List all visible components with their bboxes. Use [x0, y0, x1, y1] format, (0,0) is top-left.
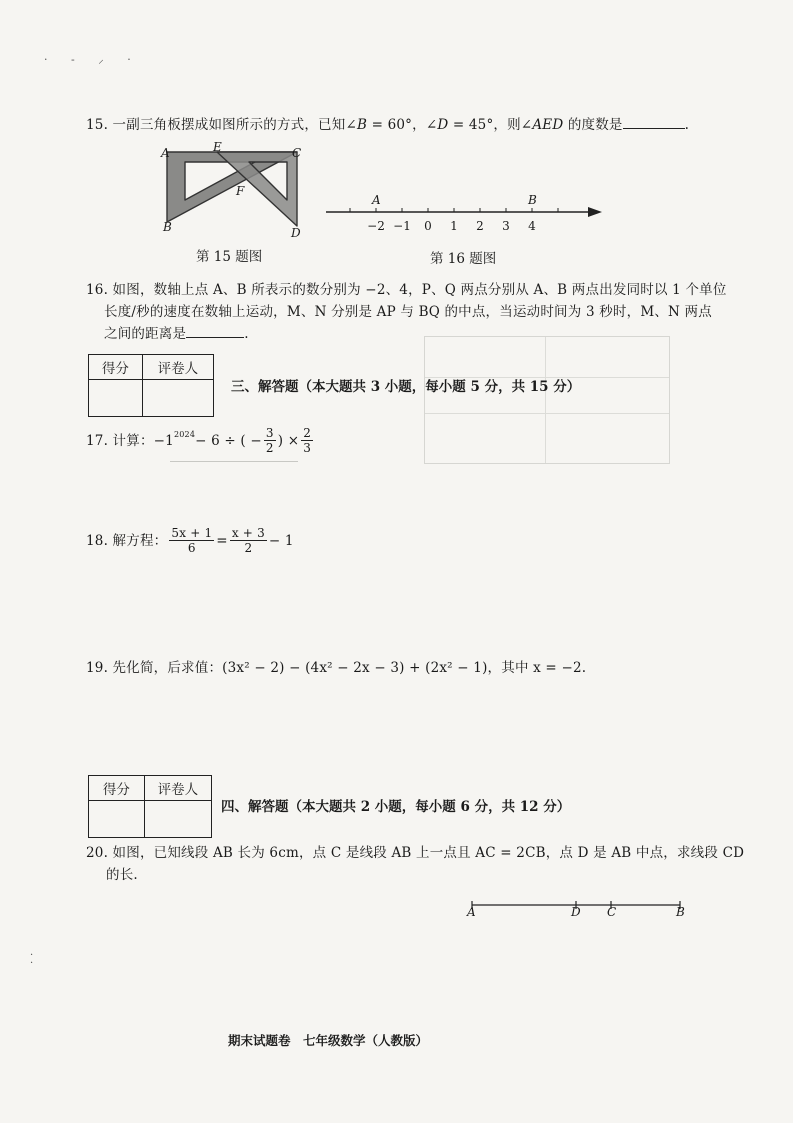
figure-16-number-line: [320, 196, 610, 236]
section-3-title: 三、解答题（本大题共 3 小题，每小题 5 分，共 15 分）: [231, 379, 581, 395]
figure-15-caption: 第 15 题图: [196, 249, 263, 265]
fig15-label-b: B: [163, 220, 172, 234]
fig20-label-b: B: [676, 905, 685, 919]
fraction-lhs: $\frac{5x + 1}{6}$: [171, 526, 213, 555]
grader-header: 评卷人: [142, 355, 213, 380]
figure-16-caption: 第 16 题图: [430, 251, 497, 267]
section-4-title: 四、解答题（本大题共 2 小题，每小题 6 分，共 12 分）: [221, 799, 571, 815]
fig16-label-a: A: [372, 193, 381, 207]
question-20: 20. 如图，已知线段 AB 长为 6cm，点 C 是线段 AB 上一点且 AC = 2CB，点 D 是 AB 中点，求线段 CD 的长.: [86, 845, 745, 883]
tick-label: 1: [450, 219, 458, 233]
question-17: 17. 计算：−1 $^{2024}$ − 6 ÷ ( − $\frac{3}{2}$ ) × $\frac{2}{3}$: [86, 426, 312, 455]
fig15-label-f: F: [236, 184, 245, 198]
grader-cell[interactable]: [142, 380, 213, 417]
tick-label: 3: [502, 219, 510, 233]
fig15-label-d: D: [291, 226, 301, 240]
question-15: 15. 一副三角板摆成如图所示的方式，已知∠B = 60°，∠D = 45°，则∠AED 的度数是 .: [86, 114, 689, 136]
edge-mark: · ·: [30, 950, 34, 969]
tick-label: 2: [476, 219, 484, 233]
fig15-label-e: E: [213, 140, 222, 154]
score-header: 得分: [89, 355, 143, 380]
answer-blank-15[interactable]: [623, 114, 685, 129]
fig20-label-c: C: [607, 905, 617, 919]
fig16-label-b: B: [528, 193, 537, 207]
fig15-label-c: C: [292, 146, 302, 160]
fig20-label-d: D: [571, 905, 581, 919]
scan-marks: · ‐ ⸝ ·: [44, 53, 141, 66]
grader-header: 评卷人: [144, 776, 211, 801]
score-cell[interactable]: [89, 801, 145, 838]
answer-blank-16[interactable]: [186, 323, 244, 338]
tick-label: 0: [424, 219, 432, 233]
fraction-rhs: $\frac{x + 3}{2}$: [231, 526, 265, 555]
question-19: 19. 先化简，后求值：(3x² − 2) − (4x² − 2x − 3) + (2x² − 1)，其中 x = −2.: [86, 660, 587, 676]
page-footer: 期末试题卷 七年级数学（人教版）: [228, 1033, 429, 1048]
score-table-1: [88, 354, 214, 417]
tick-label: −2: [367, 219, 385, 233]
tick-label: −1: [393, 219, 411, 233]
question-16: 16. 如图，数轴上点 A、B 所表示的数分别为 −2、4，P、Q 两点分别从 A、B 两点出发同时以 1 个单位 长度/秒的速度在数轴上运动，M、N 分别是 AP 与 BQ 的中点，当运动时间为 3 秒时，M、N 两点 之间的距离是 .: [86, 282, 727, 342]
score-header: 得分: [89, 776, 145, 801]
fig20-label-a: A: [467, 905, 476, 919]
score-cell[interactable]: [89, 380, 143, 417]
show-through-box: [424, 336, 670, 464]
tick-label: 4: [528, 219, 536, 233]
fold-line: [170, 461, 298, 462]
fig15-label-a: A: [161, 146, 170, 160]
fraction-2-3: $\frac{2}{3}$: [303, 426, 312, 455]
fraction-3-2: $\frac{3}{2}$: [265, 426, 274, 455]
grader-cell[interactable]: [144, 801, 211, 838]
score-table-2: [88, 775, 212, 838]
axis-arrow: [588, 207, 602, 217]
question-18: 18. 解方程： $\frac{5x + 1}{6}$ = $\frac{x + 3}{2}$ − 1: [86, 526, 294, 555]
